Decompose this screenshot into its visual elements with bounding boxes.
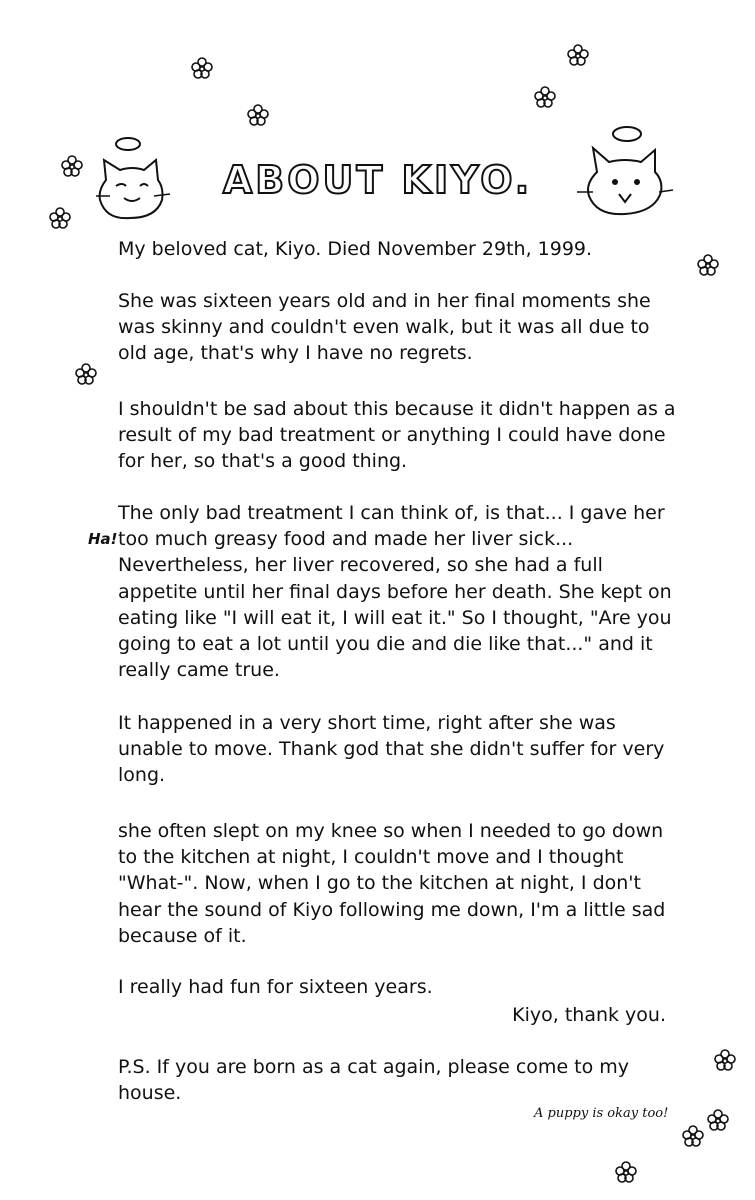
paragraph-6: she often slept on my knee so when I needed to go down to the kitchen at night, I couldn't move and I thought "What-". Now, when I go to the kitchen at night, I don't hear the sound of Kiyo following me down, I'm a little sad because of it. (118, 820, 666, 947)
postscript: P.S. If you are born as a cat again, please come to my house. (118, 1056, 630, 1105)
paragraph-5: It happened in a very short time, right after she was unable to move. Thank god that she didn't suffer for very long. (118, 712, 665, 787)
paragraph-4: The only bad treatment I can think of, is that... I gave her too much greasy food and made her liver sick... Nevertheless, her liver recovered, so she had a full appetite until her final days before her death. She kept on eating like "I will eat it, I will eat it." So I thought, "Are you going to eat a lot until you die and die like that..." and it really came true. (118, 502, 672, 682)
paragraph-1: My beloved cat, Kiyo. Died November 29th, 1999. (118, 238, 593, 260)
paragraph-3: I shouldn't be sad about this because it didn't happen as a result of my bad treatment or anything I could have done for her, so that's a good thing. (118, 398, 676, 473)
puppy-side-note: A puppy is okay too! (534, 1106, 669, 1121)
paragraph-7: I really had fun for sixteen years. (118, 976, 433, 998)
paragraph-2: She was sixteen years old and in her final moments she was skinny and couldn't even walk, but it was all due to old age, that's why I have no regrets. (118, 290, 651, 365)
page-title: ABOUT KIYO. (222, 158, 533, 202)
thanks-line: Kiyo, thank you. (512, 1004, 666, 1026)
ha-side-note: Ha! (88, 530, 118, 548)
